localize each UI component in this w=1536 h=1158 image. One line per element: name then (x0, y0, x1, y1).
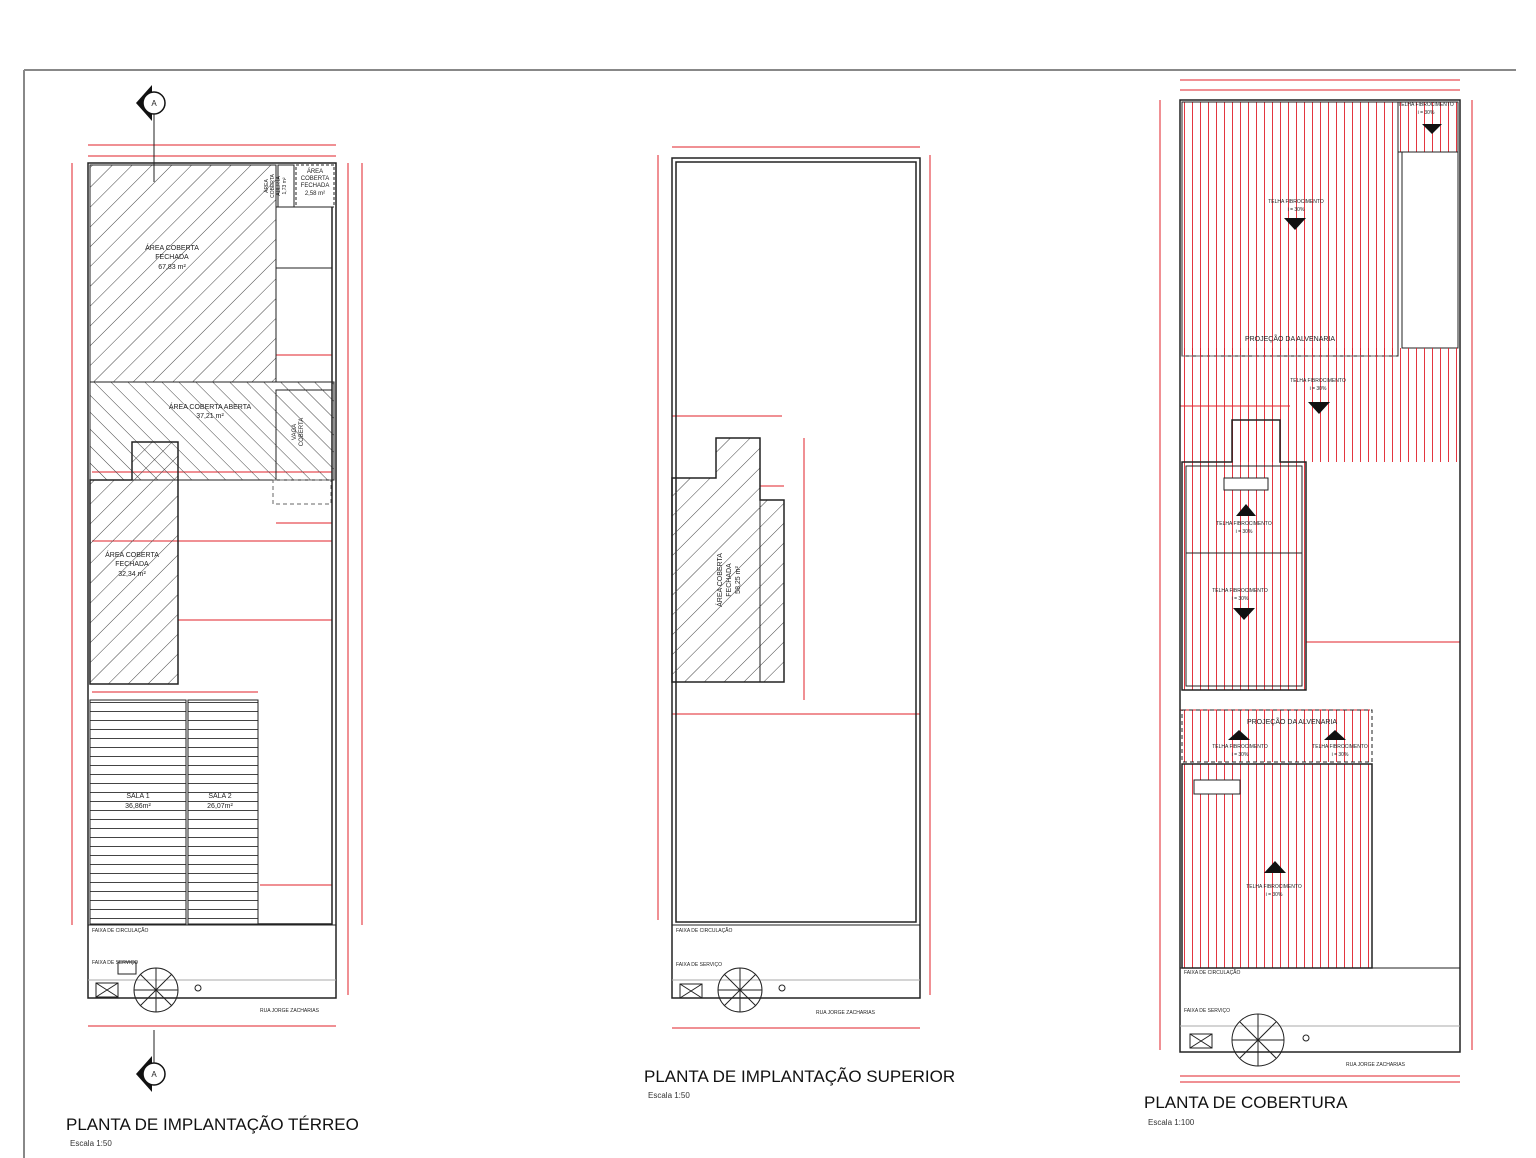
terreo-lbl-small2-a: ÁREA (306, 169, 324, 175)
cobertura-pole-icon (1303, 1035, 1309, 1041)
cobertura-scale: Escala 1:100 (1148, 1118, 1195, 1127)
cobertura-title: PLANTA DE COBERTURA (1144, 1093, 1348, 1112)
superior-title: PLANTA DE IMPLANTAÇÃO SUPERIOR (644, 1067, 956, 1086)
cob-lbl-t7-b: i = 30% (1265, 892, 1283, 898)
terreo-lbl-sala1-name: SALA 1 (126, 793, 150, 800)
superior-scale: Escala 1:50 (648, 1091, 690, 1100)
terreo-lbl-fechada2-a: ÁREA COBERTA (105, 552, 159, 559)
terreo-dashed-rect (273, 480, 331, 504)
terreo-sala-1 (90, 700, 186, 924)
superior-lbl-faixa-circ: FAIXA DE CIRCULAÇÃO (676, 928, 733, 934)
section-marker-label-top: A (151, 99, 157, 108)
terreo-lbl-sala1-area: 36,86m² (125, 803, 151, 810)
terreo-lbl-small1-b: COBERTA (270, 174, 276, 198)
cob-lbl-t1-a: TELHA FIBROCIMENTO (1268, 199, 1324, 205)
terreo-scale: Escala 1:50 (70, 1139, 112, 1148)
terreo-lbl-small2-b: COBERTA (300, 176, 330, 182)
terreo-title: PLANTA DE IMPLANTAÇÃO TÉRREO (66, 1115, 359, 1134)
cob-lbl-t2-b: i = 30% (1309, 386, 1327, 392)
superior-lbl-fechada-c: 58,25 m² (735, 566, 742, 594)
terreo-lbl-aberta1-a: ÁREA COBERTA ABERTA (168, 404, 252, 411)
terreo-lbl-small1-c: ABERTA (276, 176, 282, 196)
section-marker-bottom (136, 1030, 165, 1092)
cob-lbl-projecao-1: PROJEÇÃO DA ALVENARIA (1244, 336, 1336, 343)
terreo-lbl-small2-d: 2,58 m² (304, 191, 326, 197)
terreo-tree-icon (134, 968, 178, 1012)
plan-cobertura (1144, 80, 1472, 1127)
cob-lbl-rua: RUA JORGE ZACHARIAS (1346, 1062, 1405, 1068)
cob-lbl-t1-b: i = 30% (1287, 207, 1305, 213)
superior-pole-icon (779, 985, 785, 991)
cob-lbl-projecao-2: PROJEÇÃO DA ALVENARIA (1246, 719, 1338, 726)
cobertura-tree-icon (1232, 1014, 1284, 1066)
terreo-lbl-rua: RUA JORGE ZACHARIAS (260, 1008, 319, 1014)
terreo-lbl-small1-a: ÁREA (264, 179, 270, 193)
cobertura-roof-top (1182, 102, 1398, 356)
cob-lbl-faixa-circ: FAIXA DE CIRCULAÇÃO (1184, 970, 1241, 976)
cobertura-roof-right-col (1402, 152, 1458, 348)
cob-lbl-t6-b: i = 30% (1331, 752, 1349, 758)
terreo-lbl-fechada1-c: 67,83 m² (158, 264, 186, 271)
superior-lbl-fechada-b: FECHADA (726, 563, 733, 597)
cob-lbl-faixa-serv: FAIXA DE SERVIÇO (1184, 1008, 1231, 1014)
terreo-sala-2 (188, 700, 258, 924)
terreo-lbl-small1-d: 1,73 m² (282, 177, 288, 195)
superior-tree-icon (718, 968, 762, 1012)
superior-area-fechada (672, 438, 784, 682)
cob-lbl-t5-b: i = 30% (1231, 752, 1249, 758)
terreo-lbl-sala2-name: SALA 2 (208, 793, 232, 800)
terreo-area-fechada-1 (90, 165, 276, 382)
cobertura-bottom-tag (1194, 780, 1240, 794)
cob-lbl-t6-a: TELHA FIBROCIMENTO (1312, 744, 1368, 750)
cob-lbl-t4-a: TELHA FIBROCIMENTO (1212, 588, 1268, 594)
terreo-lbl-fechada2-c: 32,34 m² (118, 571, 146, 578)
terreo-lbl-vaga-a: VAGA (292, 423, 298, 441)
cob-lbl-t2-a: TELHA FIBROCIMENTO (1290, 378, 1346, 384)
terreo-lbl-fechada2-b: FECHADA (115, 561, 149, 568)
terreo-lbl-small2-c: FECHADA (300, 183, 330, 189)
terreo-lbl-faixa-circ: FAIXA DE CIRCULAÇÃO (92, 928, 149, 934)
plan-terreo (66, 85, 362, 1148)
cob-lbl-t5-a: TELHA FIBROCIMENTO (1212, 744, 1268, 750)
terreo-side-rect (276, 207, 332, 382)
cob-lbl-tr-a: TELHA FIBROCIMENTO (1398, 102, 1454, 108)
superior-lbl-faixa-serv: FAIXA DE SERVIÇO (676, 962, 723, 968)
cob-lbl-t7-a: TELHA FIBROCIMENTO (1246, 884, 1302, 890)
cob-lbl-t4-b: i = 30% (1231, 596, 1249, 602)
terreo-lbl-sala2-area: 26,07m² (207, 803, 233, 810)
terreo-lbl-aberta1-b: 37,21 m² (196, 413, 224, 420)
cob-lbl-tr-b: i = 30% (1417, 110, 1435, 116)
terreo-lbl-fechada1-b: FECHADA (155, 254, 189, 261)
cob-lbl-t3-b: i = 30% (1235, 529, 1253, 535)
section-marker-label-bottom: A (151, 1070, 157, 1079)
superior-lbl-rua: RUA JORGE ZACHARIAS (816, 1010, 875, 1016)
cob-lbl-t3-a: TELHA FIBROCIMENTO (1216, 521, 1272, 527)
terreo-lbl-vaga-b: COBERTA (299, 417, 305, 447)
cobertura-telha-tag (1224, 478, 1268, 490)
superior-lbl-fechada-a: ÁREA COBERTA (717, 553, 724, 607)
terreo-lbl-fechada1-a: ÁREA COBERTA (145, 245, 199, 252)
plan-superior (644, 147, 955, 1100)
terreo-pole-icon (195, 985, 201, 991)
terreo-lbl-faixa-serv: FAIXA DE SERVIÇO (92, 960, 139, 966)
